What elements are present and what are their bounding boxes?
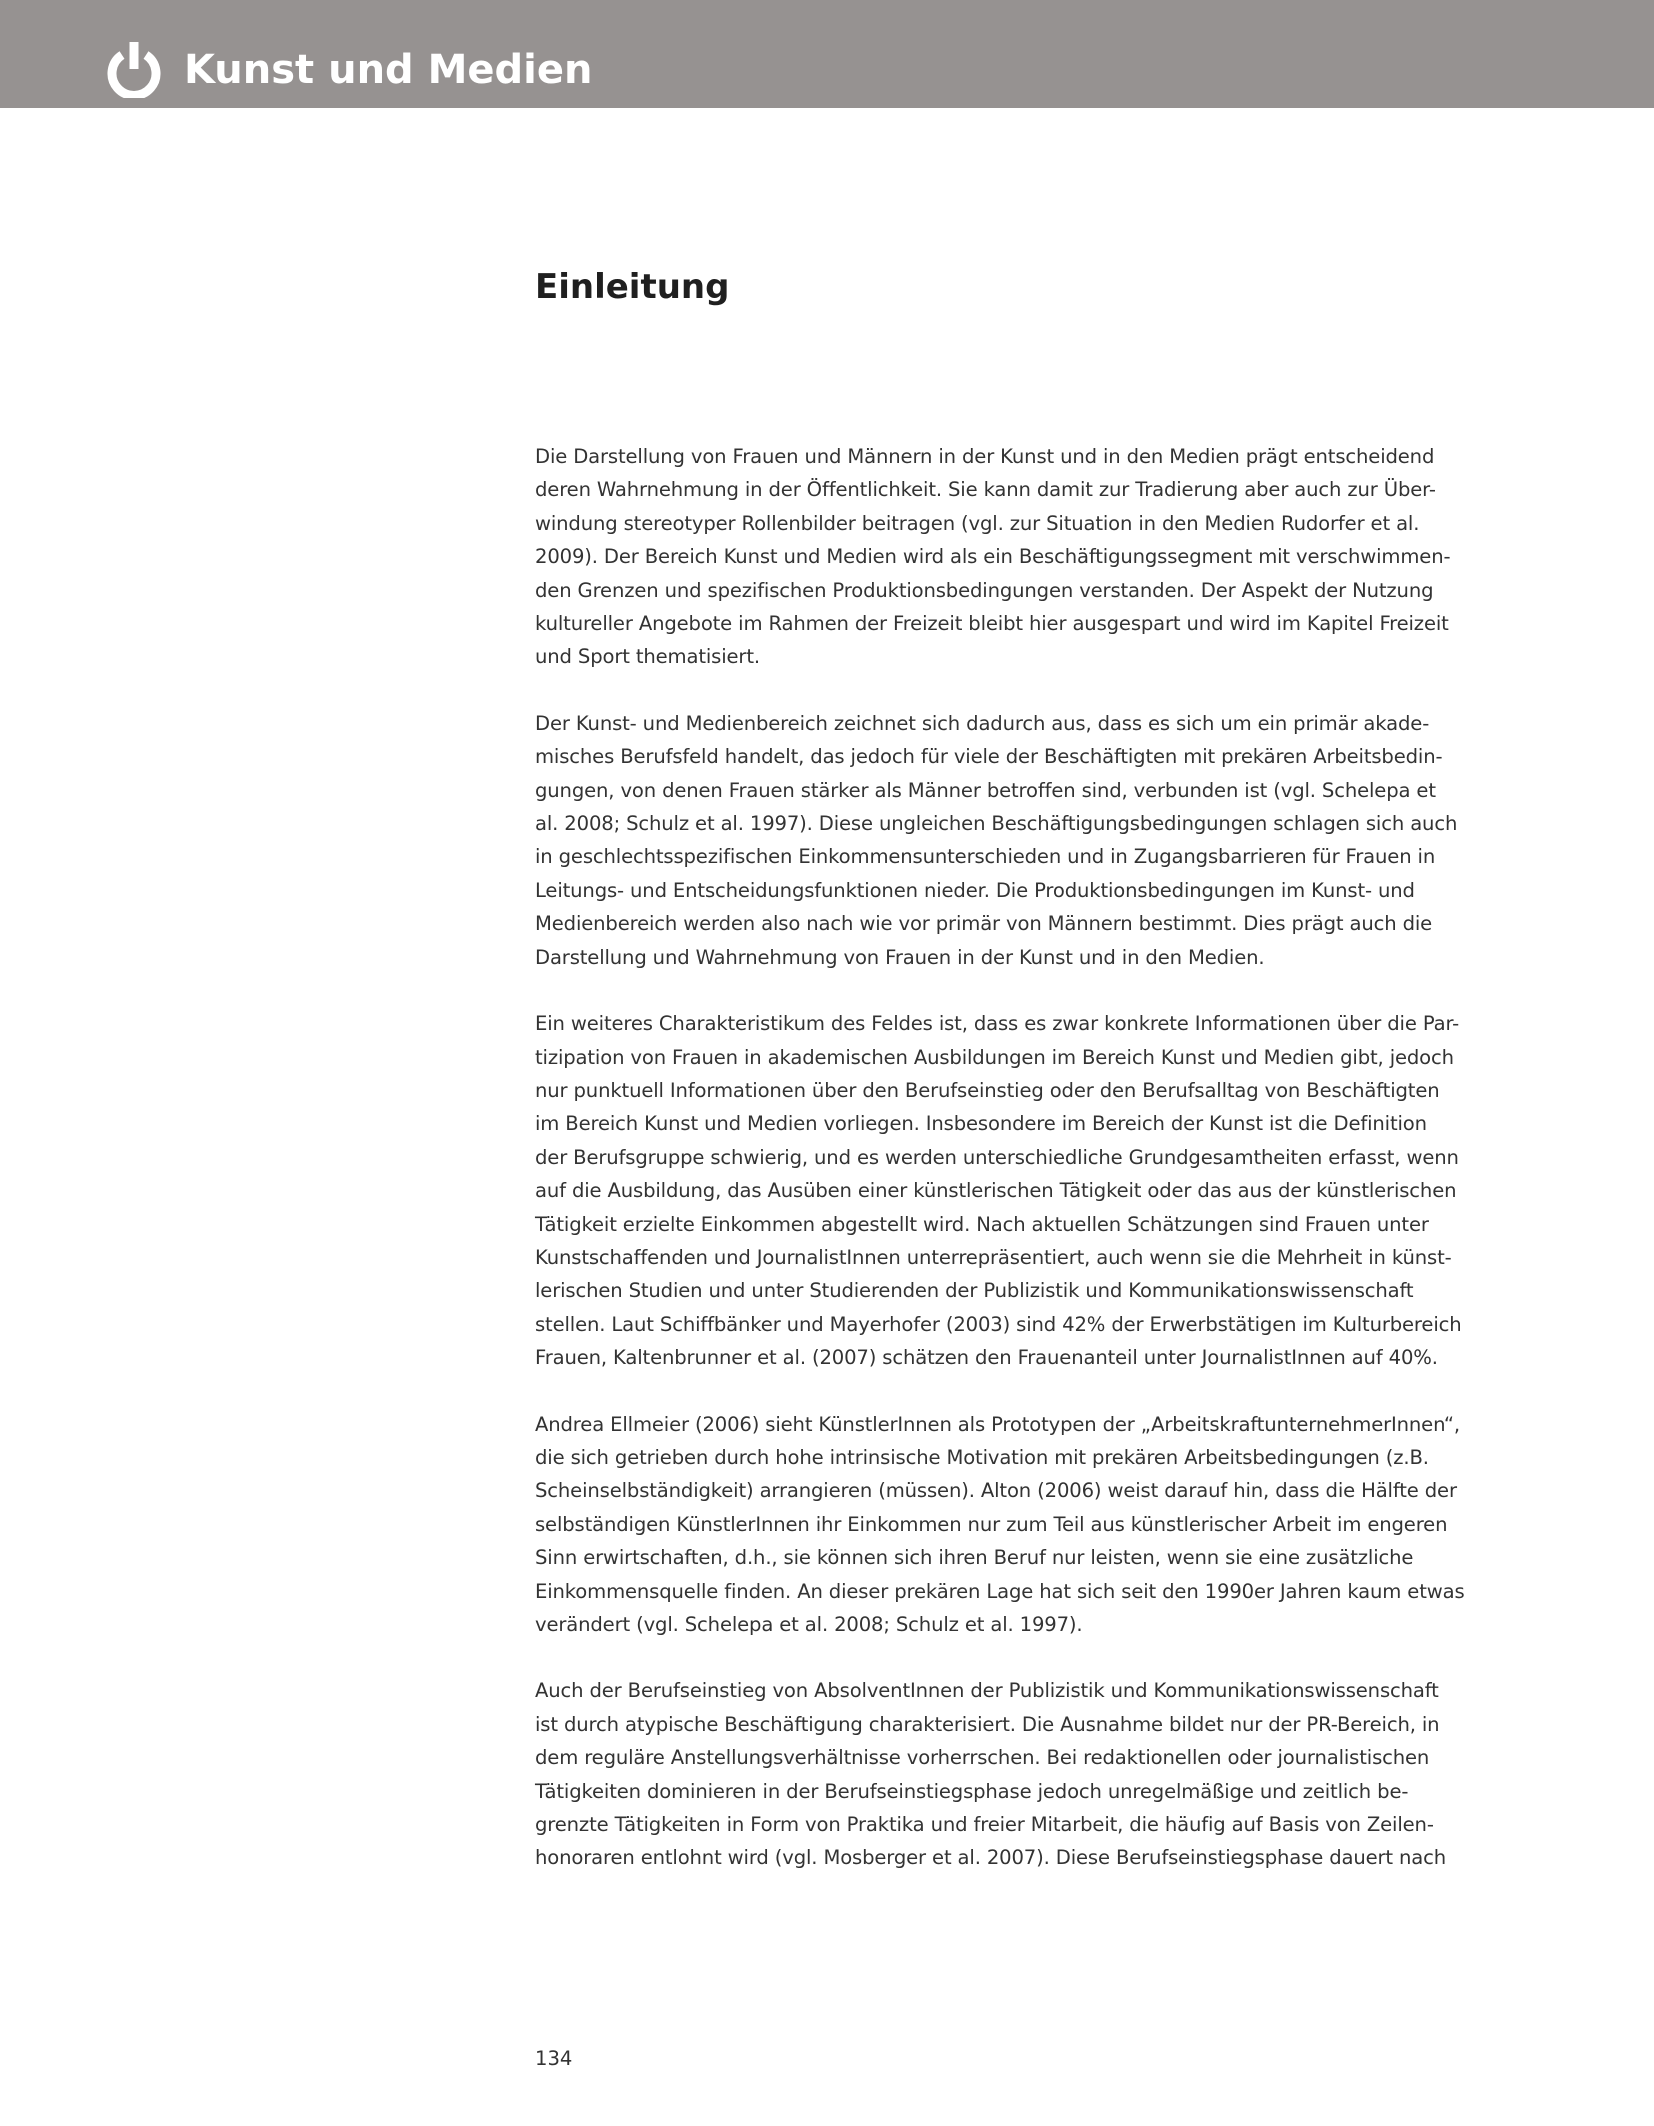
text-line: gungen, von denen Frauen stärker als Männer betroffen sind, verbunden ist (vgl. Schelepa et bbox=[535, 778, 1436, 802]
page-number: 134 bbox=[535, 2047, 573, 2070]
text-line: in geschlechtsspezifischen Einkommensunterschieden und in Zugangsbarrieren für Frauen in bbox=[535, 845, 1436, 869]
text-line: der Berufsgruppe schwierig, und es werden unterschiedliche Grundgesamtheiten erfasst, wenn bbox=[535, 1145, 1459, 1169]
text-line: und Sport thematisiert. bbox=[535, 645, 760, 669]
paragraph-2 bbox=[535, 707, 1485, 974]
text-line: lerischen Studien und unter Studierenden der Publizistik und Kommunikationswissenschaft bbox=[535, 1279, 1414, 1303]
chapter-header-bar bbox=[0, 0, 1654, 108]
text-line: Darstellung und Wahrnehmung von Frauen in der Kunst und in den Medien. bbox=[535, 945, 1265, 969]
text-line: nur punktuell Informationen über den Berufseinstieg oder den Berufsalltag von Beschäftigten bbox=[535, 1078, 1440, 1102]
paragraph-1 bbox=[535, 440, 1485, 674]
text-line: den Grenzen und spezifischen Produktionsbedingungen verstanden. Der Aspekt der Nutzung bbox=[535, 578, 1434, 602]
text-line: Scheinselbständigkeit) arrangieren (müssen). Alton (2006) weist darauf hin, dass die Hälfte der bbox=[535, 1479, 1457, 1503]
text-line: grenzte Tätigkeiten in Form von Praktika und freier Mitarbeit, die häufig auf Basis von Zeilen- bbox=[535, 1813, 1434, 1837]
text-line: al. 2008; Schulz et al. 1997). Diese ungleichen Beschäftigungsbedingungen schlagen sich auch bbox=[535, 812, 1458, 836]
text-line: Leitungs- und Entscheidungsfunktionen nieder. Die Produktionsbedingungen im Kunst- und bbox=[535, 878, 1415, 902]
text-line: Ein weiteres Charakteristikum des Feldes ist, dass es zwar konkrete Informationen über die Par- bbox=[535, 1012, 1460, 1036]
text-line: Der Kunst- und Medienbereich zeichnet sich dadurch aus, dass es sich um ein primär akade- bbox=[535, 711, 1430, 735]
text-line: selbständigen KünstlerInnen ihr Einkommen nur zum Teil aus künstlerischer Arbeit im engeren bbox=[535, 1512, 1448, 1536]
text-line: dem reguläre Anstellungsverhältnisse vorherrschen. Bei redaktionellen oder journalistischen bbox=[535, 1746, 1430, 1770]
text-line: misches Berufsfeld handelt, das jedoch für viele der Beschäftigten mit prekären Arbeitsbedin- bbox=[535, 745, 1443, 769]
text-line: tizipation von Frauen in akademischen Ausbildungen im Bereich Kunst und Medien gibt, jedoch bbox=[535, 1045, 1454, 1069]
paragraph-5 bbox=[535, 1674, 1485, 1874]
text-line: die sich getrieben durch hohe intrinsische Motivation mit prekären Arbeitsbedingungen (z.B. bbox=[535, 1445, 1429, 1469]
text-line: Andrea Ellmeier (2006) sieht KünstlerInnen als Prototypen der „ArbeitskraftunternehmerInnen“, bbox=[535, 1412, 1460, 1436]
text-line: windung stereotyper Rollenbilder beitragen (vgl. zur Situation in den Medien Rudorfer et al. bbox=[535, 511, 1420, 535]
text-line: ist durch atypische Beschäftigung charakterisiert. Die Ausnahme bildet nur der PR-Bereich, in bbox=[535, 1712, 1440, 1736]
text-line: kultureller Angebote im Rahmen der Freizeit bleibt hier ausgespart und wird im Kapitel Freizeit bbox=[535, 612, 1449, 636]
text-line: auf die Ausbildung, das Ausüben einer künstlerischen Tätigkeit oder das aus der künstlerischen bbox=[535, 1179, 1457, 1203]
text-line: Medienbereich werden also nach wie vor primär von Männern bestimmt. Dies prägt auch die bbox=[535, 912, 1433, 936]
text-line: Tätigkeiten dominieren in der Berufseinstiegsphase jedoch unregelmäßige und zeitlich be- bbox=[535, 1779, 1409, 1803]
body-text bbox=[535, 440, 1485, 1908]
text-line: Tätigkeit erzielte Einkommen abgestellt wird. Nach aktuellen Schätzungen sind Frauen unter bbox=[535, 1212, 1429, 1236]
text-line: verändert (vgl. Schelepa et al. 2008; Schulz et al. 1997). bbox=[535, 1613, 1083, 1636]
paragraph-3 bbox=[535, 1007, 1485, 1374]
section-heading: Einleitung bbox=[535, 267, 730, 307]
text-line: Auch der Berufseinstieg von AbsolventInnen der Publizistik und Kommunikationswissenschaft bbox=[535, 1679, 1439, 1703]
text-line: Sinn erwirtschaften, d.h., sie können sich ihren Beruf nur leisten, wenn sie eine zusätzliche bbox=[535, 1546, 1414, 1570]
text-line: im Bereich Kunst und Medien vorliegen. Insbesondere im Bereich der Kunst ist die Definition bbox=[535, 1112, 1427, 1136]
text-line: honoraren entlohnt wird (vgl. Mosberger et al. 2007). Diese Berufseinstiegsphase dauert nach bbox=[535, 1846, 1447, 1870]
text-line: stellen. Laut Schiffbänker und Mayerhofer (2003) sind 42% der Erwerbstätigen im Kulturbereich bbox=[535, 1312, 1462, 1336]
text-line: Einkommensquelle finden. An dieser prekären Lage hat sich seit den 1990er Jahren kaum etwas bbox=[535, 1579, 1465, 1603]
power-icon bbox=[107, 40, 161, 98]
paragraph-4 bbox=[535, 1408, 1485, 1642]
text-line: deren Wahrnehmung in der Öffentlichkeit. Sie kann damit zur Tradierung aber auch zur Über- bbox=[535, 478, 1436, 502]
text-line: Kunstschaffenden und JournalistInnen unterrepräsentiert, auch wenn sie die Mehrheit in künst- bbox=[535, 1245, 1452, 1269]
text-line: 2009). Der Bereich Kunst und Medien wird als ein Beschäftigungssegment mit verschwimmen- bbox=[535, 545, 1451, 569]
text-line: Die Darstellung von Frauen und Männern in der Kunst und in den Medien prägt entscheidend bbox=[535, 445, 1435, 468]
text-line: Frauen, Kaltenbrunner et al. (2007) schätzen den Frauenanteil unter JournalistInnen auf 40%. bbox=[535, 1346, 1438, 1370]
chapter-title: Kunst und Medien bbox=[184, 47, 593, 93]
